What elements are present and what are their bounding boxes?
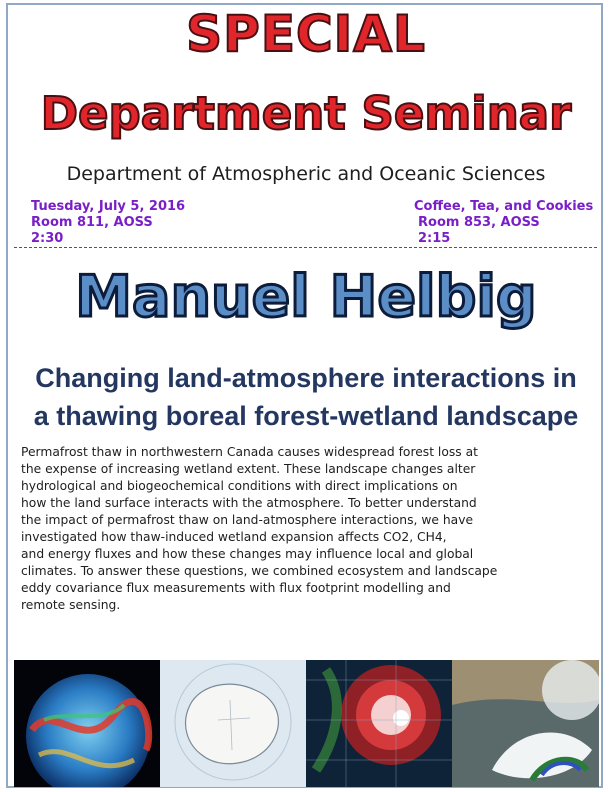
abstract-line: investigated how thaw-induced wetland expansion affects CO2, CH4,: [21, 530, 447, 544]
antarctica-map-image: [160, 660, 306, 787]
reception-time: 2:15: [418, 231, 451, 246]
seminar-room: Room 811, AOSS: [31, 215, 153, 230]
reception-room: Room 853, AOSS: [418, 215, 540, 230]
talk-title: [16, 359, 596, 435]
special-heading: SPECIAL: [186, 5, 426, 63]
abstract-line: remote sensing.: [21, 598, 121, 612]
abstract-line: hydrological and biogeochemical conditions with direct implications on: [21, 479, 458, 493]
abstract-line: the expense of increasing wetland extent. These landscape changes alter: [21, 462, 476, 476]
abstract: [21, 444, 593, 614]
abstract-line: Permafrost thaw in northwestern Canada causes widespread forest loss at: [21, 445, 478, 459]
department-name: Department of Atmospheric and Oceanic Sciences: [66, 163, 546, 185]
seminar-details: [31, 199, 185, 247]
speaker-name: Manuel Helbig: [75, 264, 537, 330]
seminar-heading: Department Seminar: [40, 87, 572, 140]
seminar-time: 2:30: [31, 231, 64, 246]
abstract-line: eddy covariance flux measurements with flux footprint modelling and: [21, 581, 451, 595]
abstract-line: climates. To answer these questions, we combined ecosystem and landscape: [21, 564, 498, 578]
globe-jetstream-image: [14, 660, 160, 787]
abstract-line: how the land surface interacts with the atmosphere. To better understand: [21, 496, 477, 510]
abstract-line: and energy fluxes and how these changes may influence local and global: [21, 547, 474, 561]
seminar-date: Tuesday, July 5, 2016: [31, 199, 186, 214]
divider: [14, 247, 597, 248]
reception-title: Coffee, Tea, and Cookies: [414, 199, 594, 214]
reception-details: [414, 199, 593, 247]
satellite-storm-image: [452, 660, 599, 787]
image-strip: [14, 660, 599, 787]
talk-title-line: a thawing boreal forest-wetland landscape: [33, 401, 579, 431]
talk-title-line: Changing land-atmosphere interactions in: [35, 363, 577, 393]
abstract-line: the impact of permafrost thaw on land-atmosphere interactions, we have: [21, 513, 474, 527]
hurricane-radar-image: [306, 660, 452, 787]
